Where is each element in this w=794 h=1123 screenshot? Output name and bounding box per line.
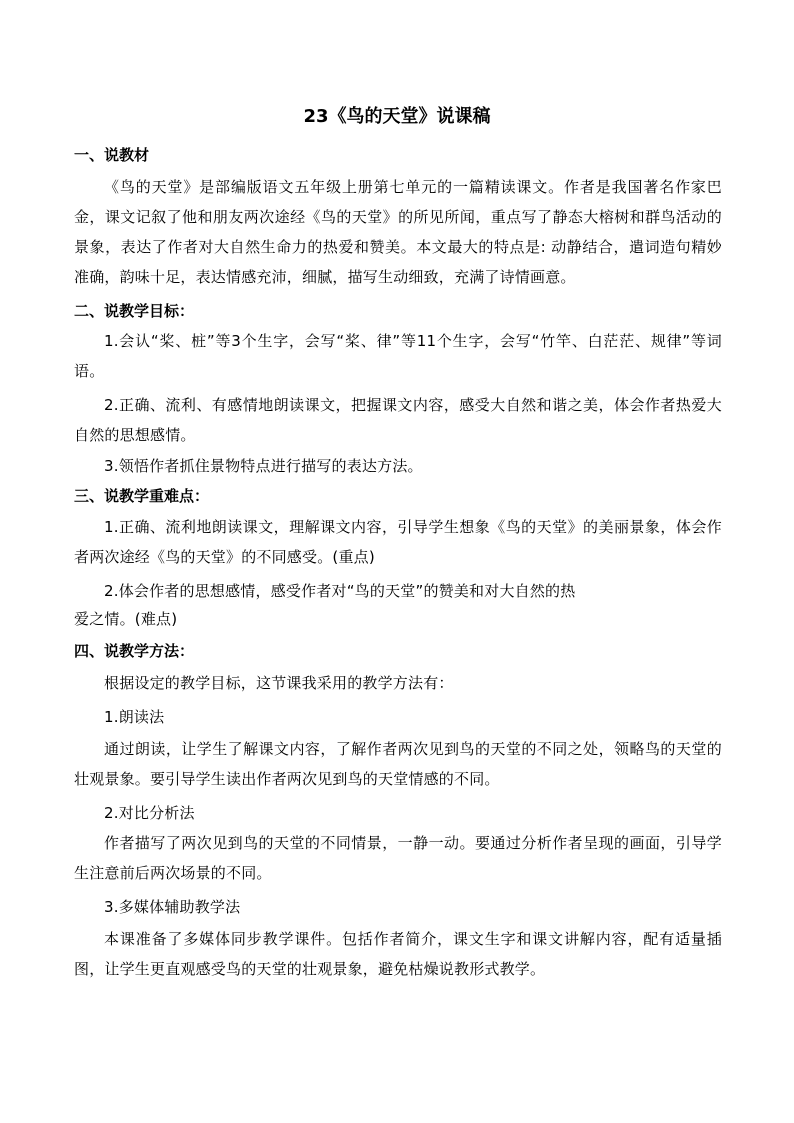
section-heading-textbook: 一、说教材: [74, 146, 150, 164]
paragraph-method-reading: 通过朗读，让学生了解课文内容，了解作者两次见到鸟的天堂的不同之处，领略鸟的天堂的壮观景象。要引导学生读出作者两次见到鸟的天堂情感的不同。: [74, 740, 722, 788]
paragraph-method-multimedia: 本课准备了多媒体同步教学课件。包括作者简介，课文生字和课文讲解内容，配有适量插图，让学生更直观感受鸟的天堂的壮观景象，避免枯燥说教形式教学。: [74, 930, 722, 978]
paragraph-method-comparison: 作者描写了两次见到鸟的天堂的不同情景，一静一动。要通过分析作者呈现的画面，引导学生注意前后两次场景的不同。: [74, 834, 722, 882]
paragraph-methods-intro: 根据设定的教学目标，这节课我采用的教学方法有：: [104, 674, 454, 692]
paragraph-objective-1: 1.会认“桨、桩”等3个生字，会写“桨、律”等11个生字，会写“竹竿、白茫茫、规律”等词语。: [74, 332, 722, 380]
paragraph-textbook-intro: 《鸟的天堂》是部编版语文五年级上册第七单元的一篇精读课文。作者是我国著名作家巴金，课文记叙了他和朋友两次途经《鸟的天堂》的所见所闻，重点写了静态大榕树和群鸟活动的景象，表达了作者对大自然生命力的热爱和赞美。本文最大的特点是: 动静结合，遣词造句精妙准确，韵味十足，表达情感充沛，细腻，描写生动细致，充满了诗情画意。: [74, 178, 722, 286]
paragraph-objective-3: 3.领悟作者抓住景物特点进行描写的表达方法。: [104, 457, 423, 475]
paragraph-key-point-1: 1.正确、流利地朗读课文，理解课文内容，引导学生想象《鸟的天堂》的美丽景象，体会作者两次途经《鸟的天堂》的不同感受。(重点): [74, 518, 722, 566]
section-heading-methods: 四、说教学方法：: [74, 642, 195, 660]
paragraph-objective-2: 2.正确、流利、有感情地朗读课文，把握课文内容，感受大自然和谐之美，体会作者热爱大自然的思想感情。: [74, 396, 722, 444]
paragraph-key-point-2-cont: 爱之情。(难点): [74, 610, 178, 628]
method-heading-reading: 1.朗读法: [104, 708, 165, 726]
paragraph-key-point-2: 2.体会作者的思想感情，感受作者对“鸟的天堂”的赞美和对大自然的热: [104, 582, 576, 600]
section-heading-objectives: 二、说教学目标：: [74, 302, 195, 320]
method-heading-comparison: 2.对比分析法: [104, 804, 195, 822]
section-heading-key-points: 三、说教学重难点：: [74, 487, 210, 505]
document-title: 23《鸟的天堂》说课稿: [303, 106, 491, 127]
method-heading-multimedia: 3.多媒体辅助教学法: [104, 898, 241, 916]
